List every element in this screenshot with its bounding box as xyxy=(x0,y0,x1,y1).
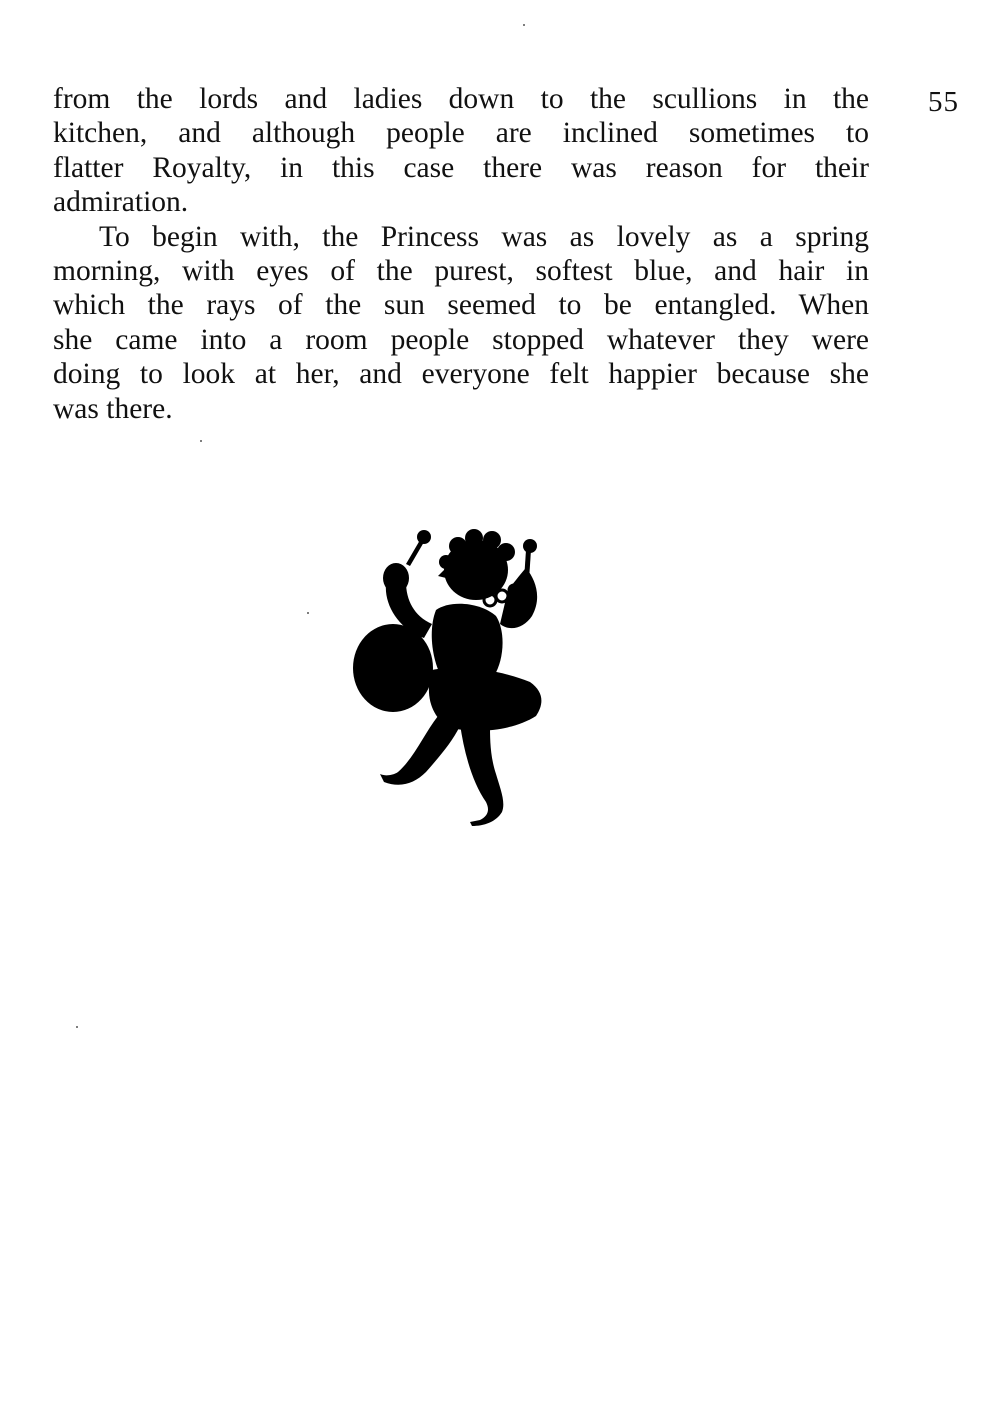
print-speck xyxy=(307,612,309,614)
text-line: doing to look at her, and everyone felt happier because she xyxy=(53,358,869,391)
text-line: which the rays of the sun seemed to be entangled. When xyxy=(53,289,869,322)
print-speck xyxy=(523,24,525,26)
paragraph-2 xyxy=(53,220,869,426)
text-line: kitchen, and although people are inclined sometimes to xyxy=(53,117,869,150)
text-line: was there. xyxy=(53,392,173,425)
text-line: flatter Royalty, in this case there was reason for their xyxy=(53,151,869,184)
print-speck xyxy=(200,440,202,442)
text-line: To begin with, the Princess was as lovely as a spring xyxy=(99,220,869,253)
text-line: she came into a room people stopped whatever they were xyxy=(53,323,869,356)
print-speck xyxy=(76,1026,78,1028)
drummer-child-silhouette-icon xyxy=(340,520,560,830)
body-text xyxy=(53,82,869,426)
text-line: from the lords and ladies down to the scullions in the xyxy=(53,83,869,115)
text-line: admiration. xyxy=(53,186,189,219)
text-line: morning, with eyes of the purest, softest blue, and hair in xyxy=(53,254,869,287)
page-number: 55 xyxy=(928,86,959,118)
paragraph-1 xyxy=(53,82,869,220)
